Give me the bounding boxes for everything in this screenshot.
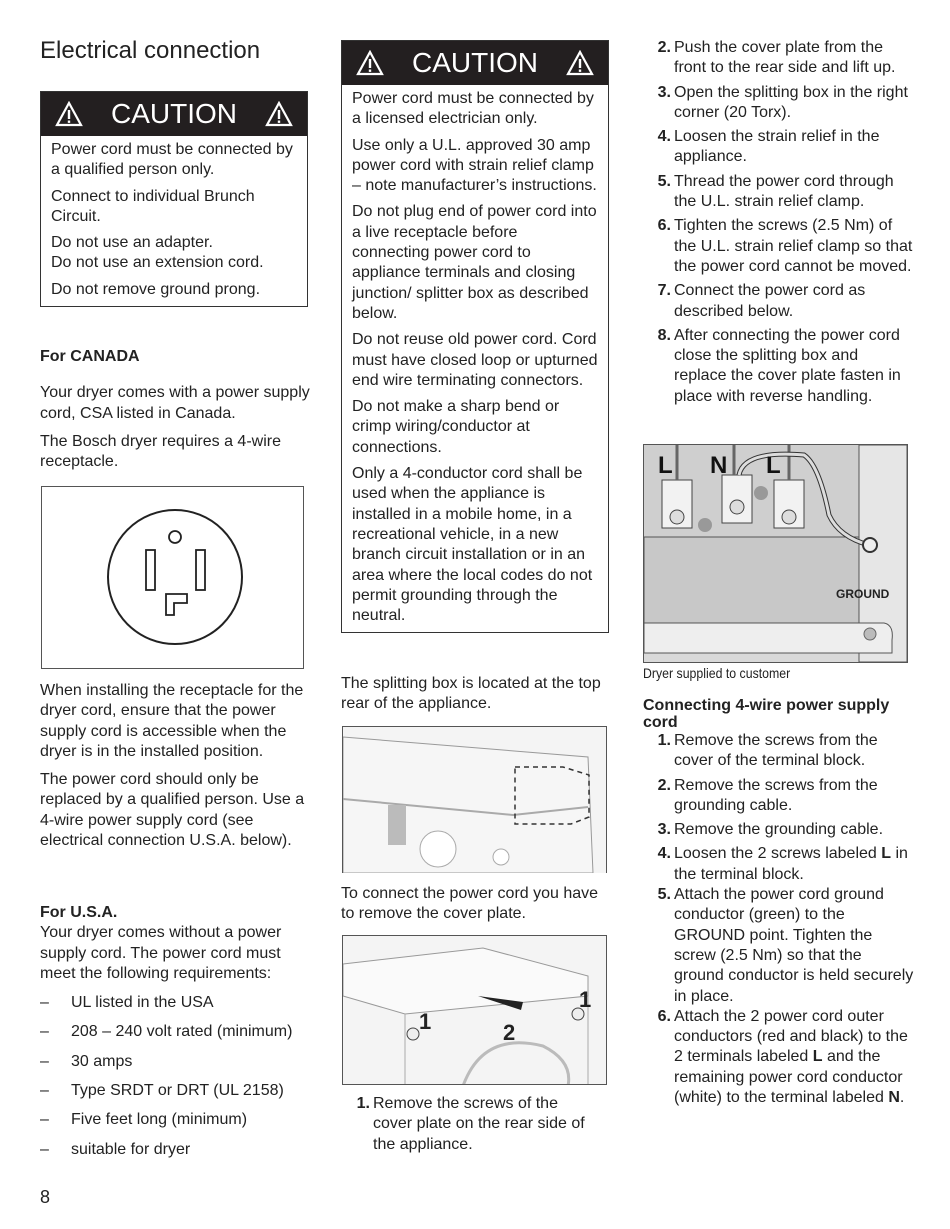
subsection-heading: Connecting 4-wire power supply cord	[643, 697, 890, 731]
caution-box-qualified	[40, 91, 308, 307]
paragraph: The power cord should only be replaced by a qualified person. Use a 4-wire power supply cord (see electrical connection U.S.A. below).	[40, 771, 305, 850]
step-item	[642, 38, 914, 79]
step-1-label: 1	[419, 1009, 432, 1034]
requirement-item	[40, 993, 310, 1013]
warning-icon	[55, 101, 83, 127]
caution-text: Power cord must be connected by a qualified person only.	[51, 141, 293, 179]
text: 8.	[657, 326, 671, 344]
text: Loosen the 2 screws labeled	[674, 845, 882, 863]
text: 5.	[657, 886, 671, 904]
step-item	[642, 1007, 914, 1108]
text: 2.	[657, 39, 671, 56]
step-item	[642, 844, 914, 885]
text	[674, 1007, 914, 1108]
receptacle-outlet-icon	[42, 487, 303, 668]
warning-icon	[356, 50, 384, 76]
terminal-block-illustration	[644, 445, 907, 662]
step-list	[642, 38, 914, 411]
paragraph: The splitting box is located at the top rear of the appliance.	[341, 675, 601, 713]
caution-text: Connect to individual Brunch Circuit.	[51, 187, 255, 225]
step-item	[642, 127, 914, 168]
terminal-label-n: N	[710, 452, 728, 479]
text: 3.	[657, 821, 671, 839]
text: 208 – 240 volt rated (minimum)	[71, 1023, 293, 1041]
ground-label: GROUND	[836, 587, 890, 601]
caution-text: Do not use an extension cord.	[51, 254, 264, 272]
text: 4.	[657, 128, 671, 146]
installation-notes	[40, 681, 310, 859]
text: 1.	[657, 732, 671, 749]
caution-text: Do not use an adapter.	[51, 234, 213, 252]
text: UL listed in the USA	[71, 994, 214, 1012]
text: 6.	[657, 1007, 671, 1025]
step-item	[642, 885, 914, 1007]
receptacle-figure	[41, 486, 304, 669]
text: Loosen the strain relief in the appliance.	[674, 128, 880, 166]
text: –	[40, 1140, 49, 1158]
step-item	[642, 281, 914, 322]
caution-label: CAUTION	[412, 46, 538, 78]
text: in the terminal block.	[674, 845, 908, 883]
text: –	[40, 1111, 49, 1129]
caution-text: Only a 4-conductor cord shall be used when the appliance is installed in a mobile home, in a recreational vehicle, in a new branch circuit installation or in an area where the local codes do not permit grounding through the neutral.	[352, 465, 593, 625]
step-list	[341, 1094, 601, 1159]
text: –	[40, 1082, 49, 1100]
step-item	[642, 216, 914, 277]
step-item	[642, 776, 914, 817]
step-item	[642, 326, 914, 407]
usa-section	[40, 903, 310, 1169]
paragraph: Your dryer comes with a power supply cord, CSA listed in Canada.	[40, 384, 310, 422]
bold-term: L	[812, 1048, 823, 1066]
text: .	[899, 1089, 905, 1107]
step-list	[642, 731, 914, 1112]
caution-label: CAUTION	[111, 97, 237, 129]
bold-term: N	[888, 1089, 900, 1107]
text: 5.	[657, 172, 671, 190]
text: Remove the screws from the cover of the terminal block.	[674, 732, 878, 770]
text: 1.	[356, 1095, 370, 1112]
caution-text: Do not plug end of power cord into a live receptacle before connecting power cord to appliance terminals and closing junction/ splitter box as described below.	[352, 203, 597, 322]
paragraph: The Bosch dryer requires a 4-wire receptacle.	[40, 432, 281, 471]
text: Push the cover plate from the front to the rear side and lift up.	[674, 39, 896, 77]
terminal-label-l: L	[766, 452, 781, 479]
text: –	[40, 1023, 49, 1041]
requirement-item	[40, 1081, 310, 1101]
text: Type SRDT or DRT (UL 2158)	[71, 1082, 284, 1100]
text: –	[40, 1052, 49, 1070]
caution-text: Do not make a sharp bend or crimp wiring/conductor at connections.	[352, 398, 560, 456]
text: Five feet long (minimum)	[71, 1111, 248, 1129]
terminal-label-l: L	[658, 452, 673, 479]
text: Remove the screws from the grounding cable.	[674, 776, 878, 814]
bold-term: L	[881, 845, 892, 863]
paragraph: Your dryer comes without a power supply cord. The power cord must meet the following requirements:	[40, 924, 282, 982]
dryer-top-illustration	[343, 727, 606, 873]
text: –	[40, 994, 49, 1012]
caution-header	[342, 41, 608, 85]
step-2-label: 2	[503, 1020, 516, 1045]
cover-plate-figure	[342, 935, 607, 1085]
text: 4.	[657, 845, 671, 863]
paragraph: To connect the power cord you have to remove the cover plate.	[341, 885, 599, 923]
canada-section	[40, 347, 310, 480]
text: 30 amps	[71, 1052, 133, 1070]
text: suitable for dryer	[71, 1140, 191, 1158]
caution-text: Do not reuse old power cord. Cord must have closed loop or upturned end wire terminating connectors.	[352, 331, 598, 389]
step-item	[642, 83, 914, 124]
paragraph: When installing the receptacle for the dryer cord, ensure that the power supply cord is accessible when the dryer is in the installed position.	[40, 682, 304, 760]
warning-icon	[566, 50, 594, 76]
text: Remove the grounding cable.	[674, 821, 884, 839]
text: Open the splitting box in the right corner (20 Torx).	[674, 83, 908, 121]
step-item	[642, 172, 914, 213]
caution-text: Use only a U.L. approved 30 amp power cord with strain relief clamp – note manufacturer’s instructions.	[352, 136, 597, 195]
warning-icon	[265, 101, 293, 127]
usa-heading: For U.S.A.	[40, 904, 118, 921]
text: After connecting the power cord close the splitting box and replace the cover plate fasten in place with reverse handling.	[674, 326, 901, 405]
step-item	[341, 1094, 601, 1155]
text: Attach the 2 power cord outer conductors (red and black) to the 2 terminals labeled	[674, 1007, 908, 1066]
step-item	[642, 731, 914, 772]
figure-caption: Dryer supplied to customer	[643, 665, 791, 681]
canada-heading: For CANADA	[40, 348, 140, 365]
splitting-box-figure	[342, 726, 607, 873]
section-title: Electrical connection	[40, 37, 261, 64]
requirement-item	[40, 1140, 310, 1160]
caution-header	[41, 92, 307, 136]
text: Connect the power cord as described below.	[674, 282, 866, 320]
page-number: 8	[40, 1187, 51, 1207]
text: 2.	[657, 776, 671, 794]
caution-box-electrician	[341, 40, 609, 633]
text: and the remaining power cord conductor (white) to the terminal labeled	[674, 1048, 903, 1107]
requirement-item	[40, 1022, 310, 1042]
text	[674, 844, 914, 885]
text: Attach the power cord ground conductor (green) to the GROUND point. Tighten the screw (2.5 Nm) so that the ground conductor is held securely in place.	[674, 886, 914, 1005]
text: Tighten the screws (2.5 Nm) of the U.L. strain relief clamp so that the power cord cannot be moved.	[674, 217, 913, 275]
caution-text: Power cord must be connected by a licensed electrician only.	[352, 90, 594, 128]
text: 3.	[657, 83, 671, 101]
requirement-item	[40, 1110, 310, 1130]
step-item	[642, 820, 914, 840]
text: 6.	[657, 217, 671, 235]
requirement-item	[40, 1052, 310, 1072]
text: 7.	[657, 282, 671, 300]
dryer-rear-illustration	[343, 936, 606, 1084]
step-1-label: 1	[579, 987, 592, 1012]
text: Remove the screws of the cover plate on the rear side of the appliance.	[373, 1095, 585, 1153]
text: Thread the power cord through the U.L. strain relief clamp.	[674, 172, 894, 211]
terminal-block-figure	[643, 444, 908, 663]
caution-text: Do not remove ground prong.	[51, 280, 261, 298]
